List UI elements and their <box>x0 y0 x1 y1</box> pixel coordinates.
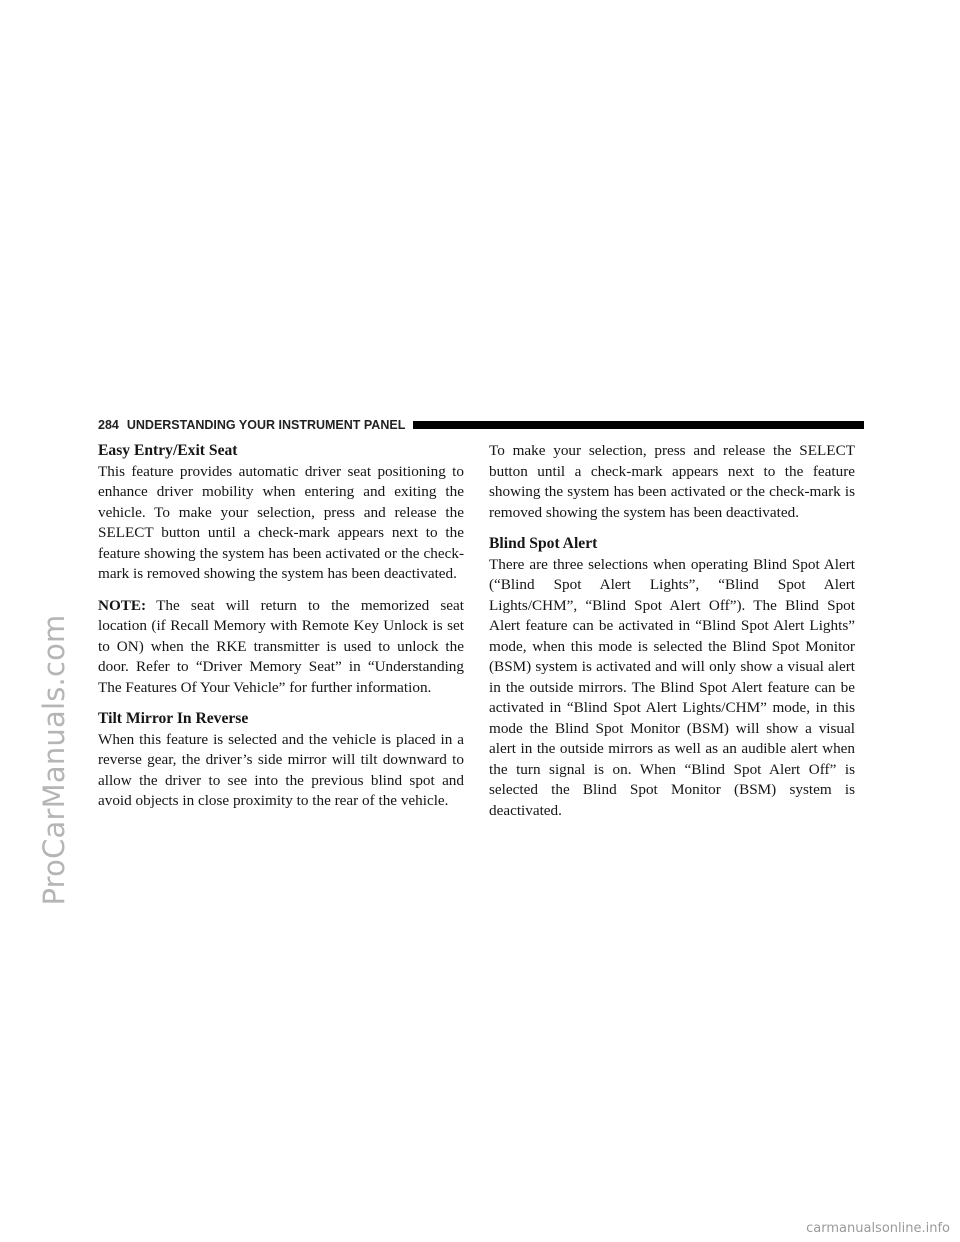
section-title: UNDERSTANDING YOUR INSTRUMENT PANEL <box>126 418 406 432</box>
blind-spot-heading: Blind Spot Alert <box>489 535 598 552</box>
page-number: 284 <box>98 418 119 432</box>
left-column <box>98 441 464 812</box>
tilt-mirror-heading: Tilt Mirror In Reverse <box>98 710 249 727</box>
easy-entry-heading: Easy Entry/Exit Seat <box>98 442 238 459</box>
selection-continuation: To make your selection, press and release the SELECT button until a check-mark appears next to the feature showing the system has been activated or the check-mark is removed showing the system has been deactivated. <box>489 442 855 521</box>
right-column <box>489 441 855 821</box>
note-paragraph <box>98 596 464 699</box>
header-rule <box>413 421 864 429</box>
note-body: The seat will return to the memorized seat location (if Recall Memory with Remote Key Unlock is set to ON) when the RKE transmitter is used to unlock the door. Refer to “Driver Memory Seat” in “Understanding The Features Of Your Vehicle” for further information. <box>98 596 464 696</box>
watermark-text: ProCarManuals.com <box>37 614 71 906</box>
tilt-mirror-body: When this feature is selected and the vehicle is placed in a reverse gear, the driver’s side mirror will tilt downward to allow the driver to see into the previous blind spot and avoid objects in close proximity to the rear of the vehicle. <box>98 730 464 809</box>
footer-site: carmanualsonline.info <box>806 1221 950 1236</box>
easy-entry-body: This feature provides automatic driver seat positioning to enhance driver mobility when entering and exiting the vehicle. To make your selection, press and release the SELECT button until a check-mark appears next to the feature showing the system has been activated or the check-mark is removed showing the system has been deactivated. <box>98 462 464 582</box>
page-header <box>98 417 864 433</box>
note-label: NOTE: <box>98 596 147 614</box>
blind-spot-body: There are three selections when operating Blind Spot Alert (“Blind Spot Alert Lights”, “Blind Spot Alert Lights/CHM”, “Blind Spot Alert Off”). The Blind Spot Alert feature can be activated in “Blind Spot Alert Lights” mode, when this mode is selected the Blind Spot Monitor (BSM) system is activated and will only show a visual alert in the outside mirrors. The Blind Spot Alert feature can be activated in “Blind Spot Alert Lights/CHM” mode, in this mode the Blind Spot Monitor (BSM) will show a visual alert in the outside mirrors as well as an audible alert when the turn signal is on. When “Blind Spot Alert Off” is selected the Blind Spot Monitor (BSM) system is deactivated. <box>489 555 855 819</box>
